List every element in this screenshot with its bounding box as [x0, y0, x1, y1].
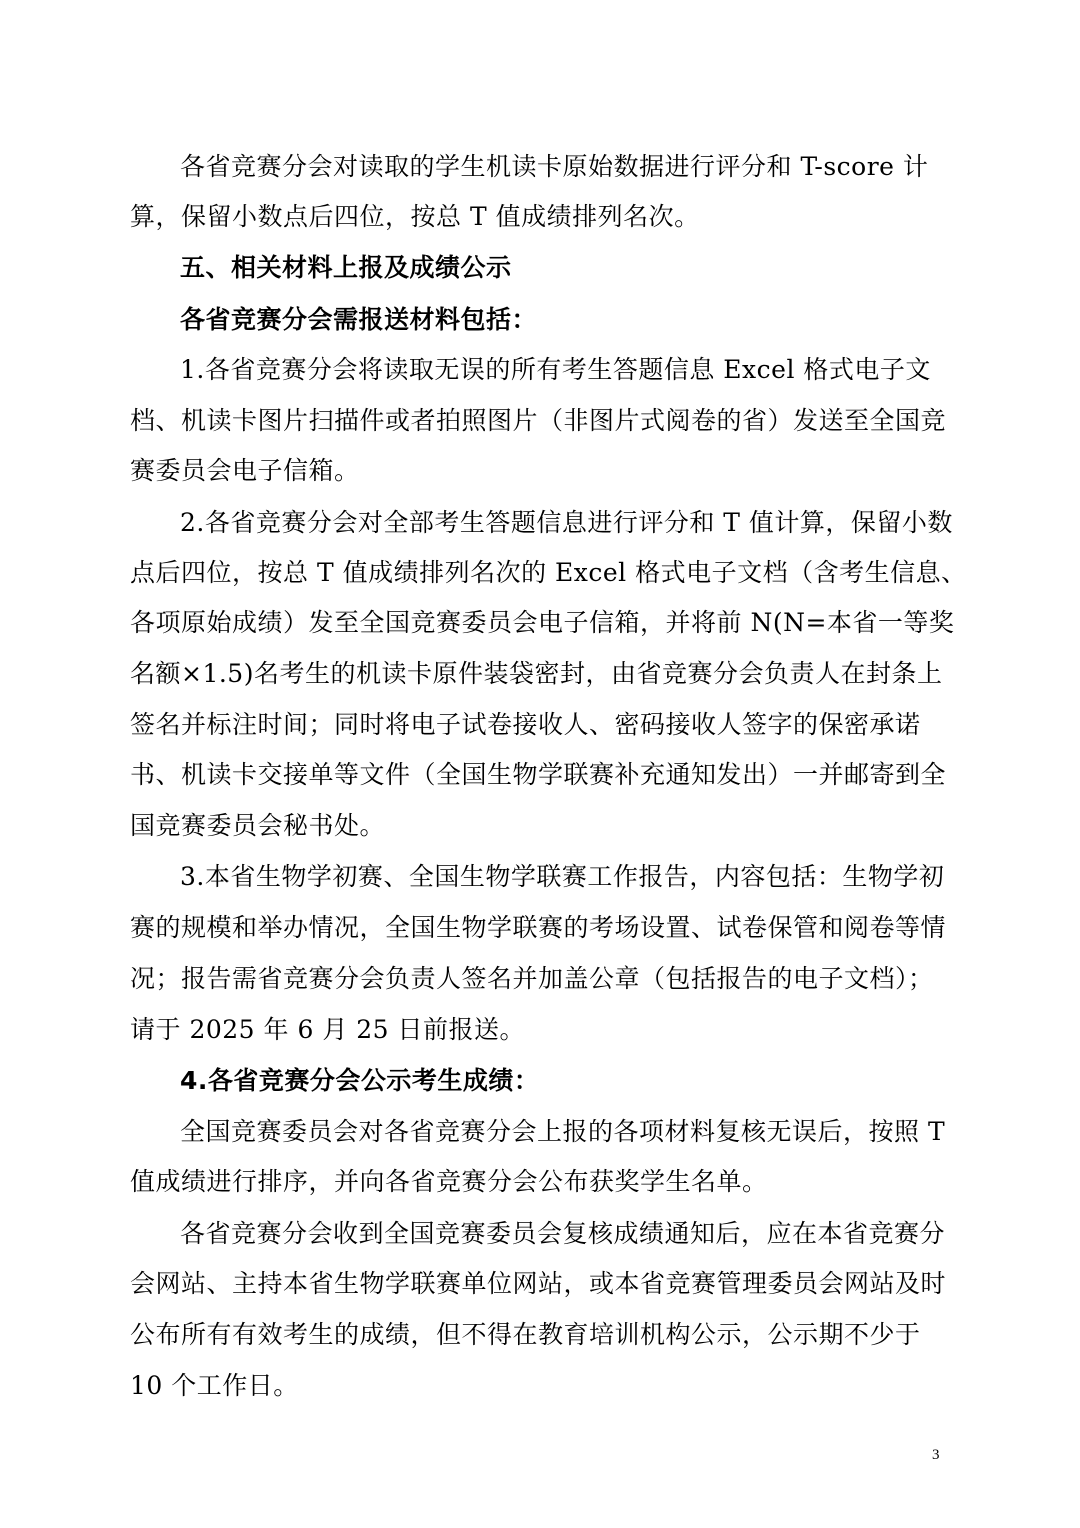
paragraph-line: 2.各省竞赛分会对全部考生答题信息进行评分和 T 值计算，保留小数	[180, 508, 953, 537]
paragraph-line: 点后四位，按总 T 值成绩排列名次的 Excel 格式电子文档（含考生信息、	[130, 558, 967, 587]
paragraph-line: 档、机读卡图片扫描件或者拍照图片（非图片式阅卷的省）发送至全国竞	[130, 406, 947, 435]
paragraph-line: 赛的规模和举办情况，全国生物学联赛的考场设置、试卷保管和阅卷等情	[130, 913, 947, 942]
paragraph-line: 各项原始成绩）发至全国竞赛委员会电子信箱，并将前 N(N=本省一等奖	[130, 608, 955, 637]
paragraph-line: 各省竞赛分会对读取的学生机读卡原始数据进行评分和 T-score 计	[180, 152, 929, 181]
paragraph-line: 书、机读卡交接单等文件（全国生物学联赛补充通知发出）一并邮寄到全	[130, 760, 947, 789]
paragraph-line: 赛委员会电子信箱。	[130, 456, 360, 485]
paragraph-line: 名额×1.5)名考生的机读卡原件装袋密封，由省竞赛分会负责人在封条上	[130, 659, 943, 688]
paragraph-line: 公布所有有效考生的成绩，但不得在教育培训机构公示，公示期不少于	[130, 1320, 921, 1349]
paragraph-line: 1.各省竞赛分会将读取无误的所有考生答题信息 Excel 格式电子文	[180, 355, 931, 384]
paragraph-line: 全国竞赛委员会对各省竞赛分会上报的各项材料复核无误后，按照 T	[180, 1117, 946, 1146]
page-number: 3	[932, 1447, 940, 1463]
paragraph-line: 各省竞赛分会收到全国竞赛委员会复核成绩通知后，应在本省竞赛分	[180, 1219, 946, 1248]
paragraph-line: 3.本省生物学初赛、全国生物学联赛工作报告，内容包括：生物学初	[180, 862, 945, 891]
paragraph-line: 况；报告需省竞赛分会负责人签名并加盖公章（包括报告的电子文档）；	[130, 964, 934, 993]
paragraph-line: 请于 2025 年 6 月 25 日前报送。	[130, 1015, 526, 1044]
paragraph-line: 会网站、主持本省生物学联赛单位网站，或本省竞赛管理委员会网站及时	[130, 1269, 947, 1298]
paragraph-line: 值成绩进行排序，并向各省竞赛分会公布获奖学生名单。	[130, 1167, 768, 1196]
subheading: 4.各省竞赛分会公示考生成绩：	[180, 1066, 540, 1095]
paragraph-line: 算，保留小数点后四位，按总 T 值成绩排列名次。	[130, 202, 700, 231]
paragraph-line: 10 个工作日。	[130, 1371, 299, 1400]
paragraph-line: 签名并标注时间；同时将电子试卷接收人、密码接收人签字的保密承诺	[130, 710, 921, 739]
section-heading: 五、相关材料上报及成绩公示	[180, 253, 512, 282]
subheading: 各省竞赛分会需报送材料包括：	[180, 305, 538, 334]
paragraph-line: 国竞赛委员会秘书处。	[130, 811, 386, 840]
